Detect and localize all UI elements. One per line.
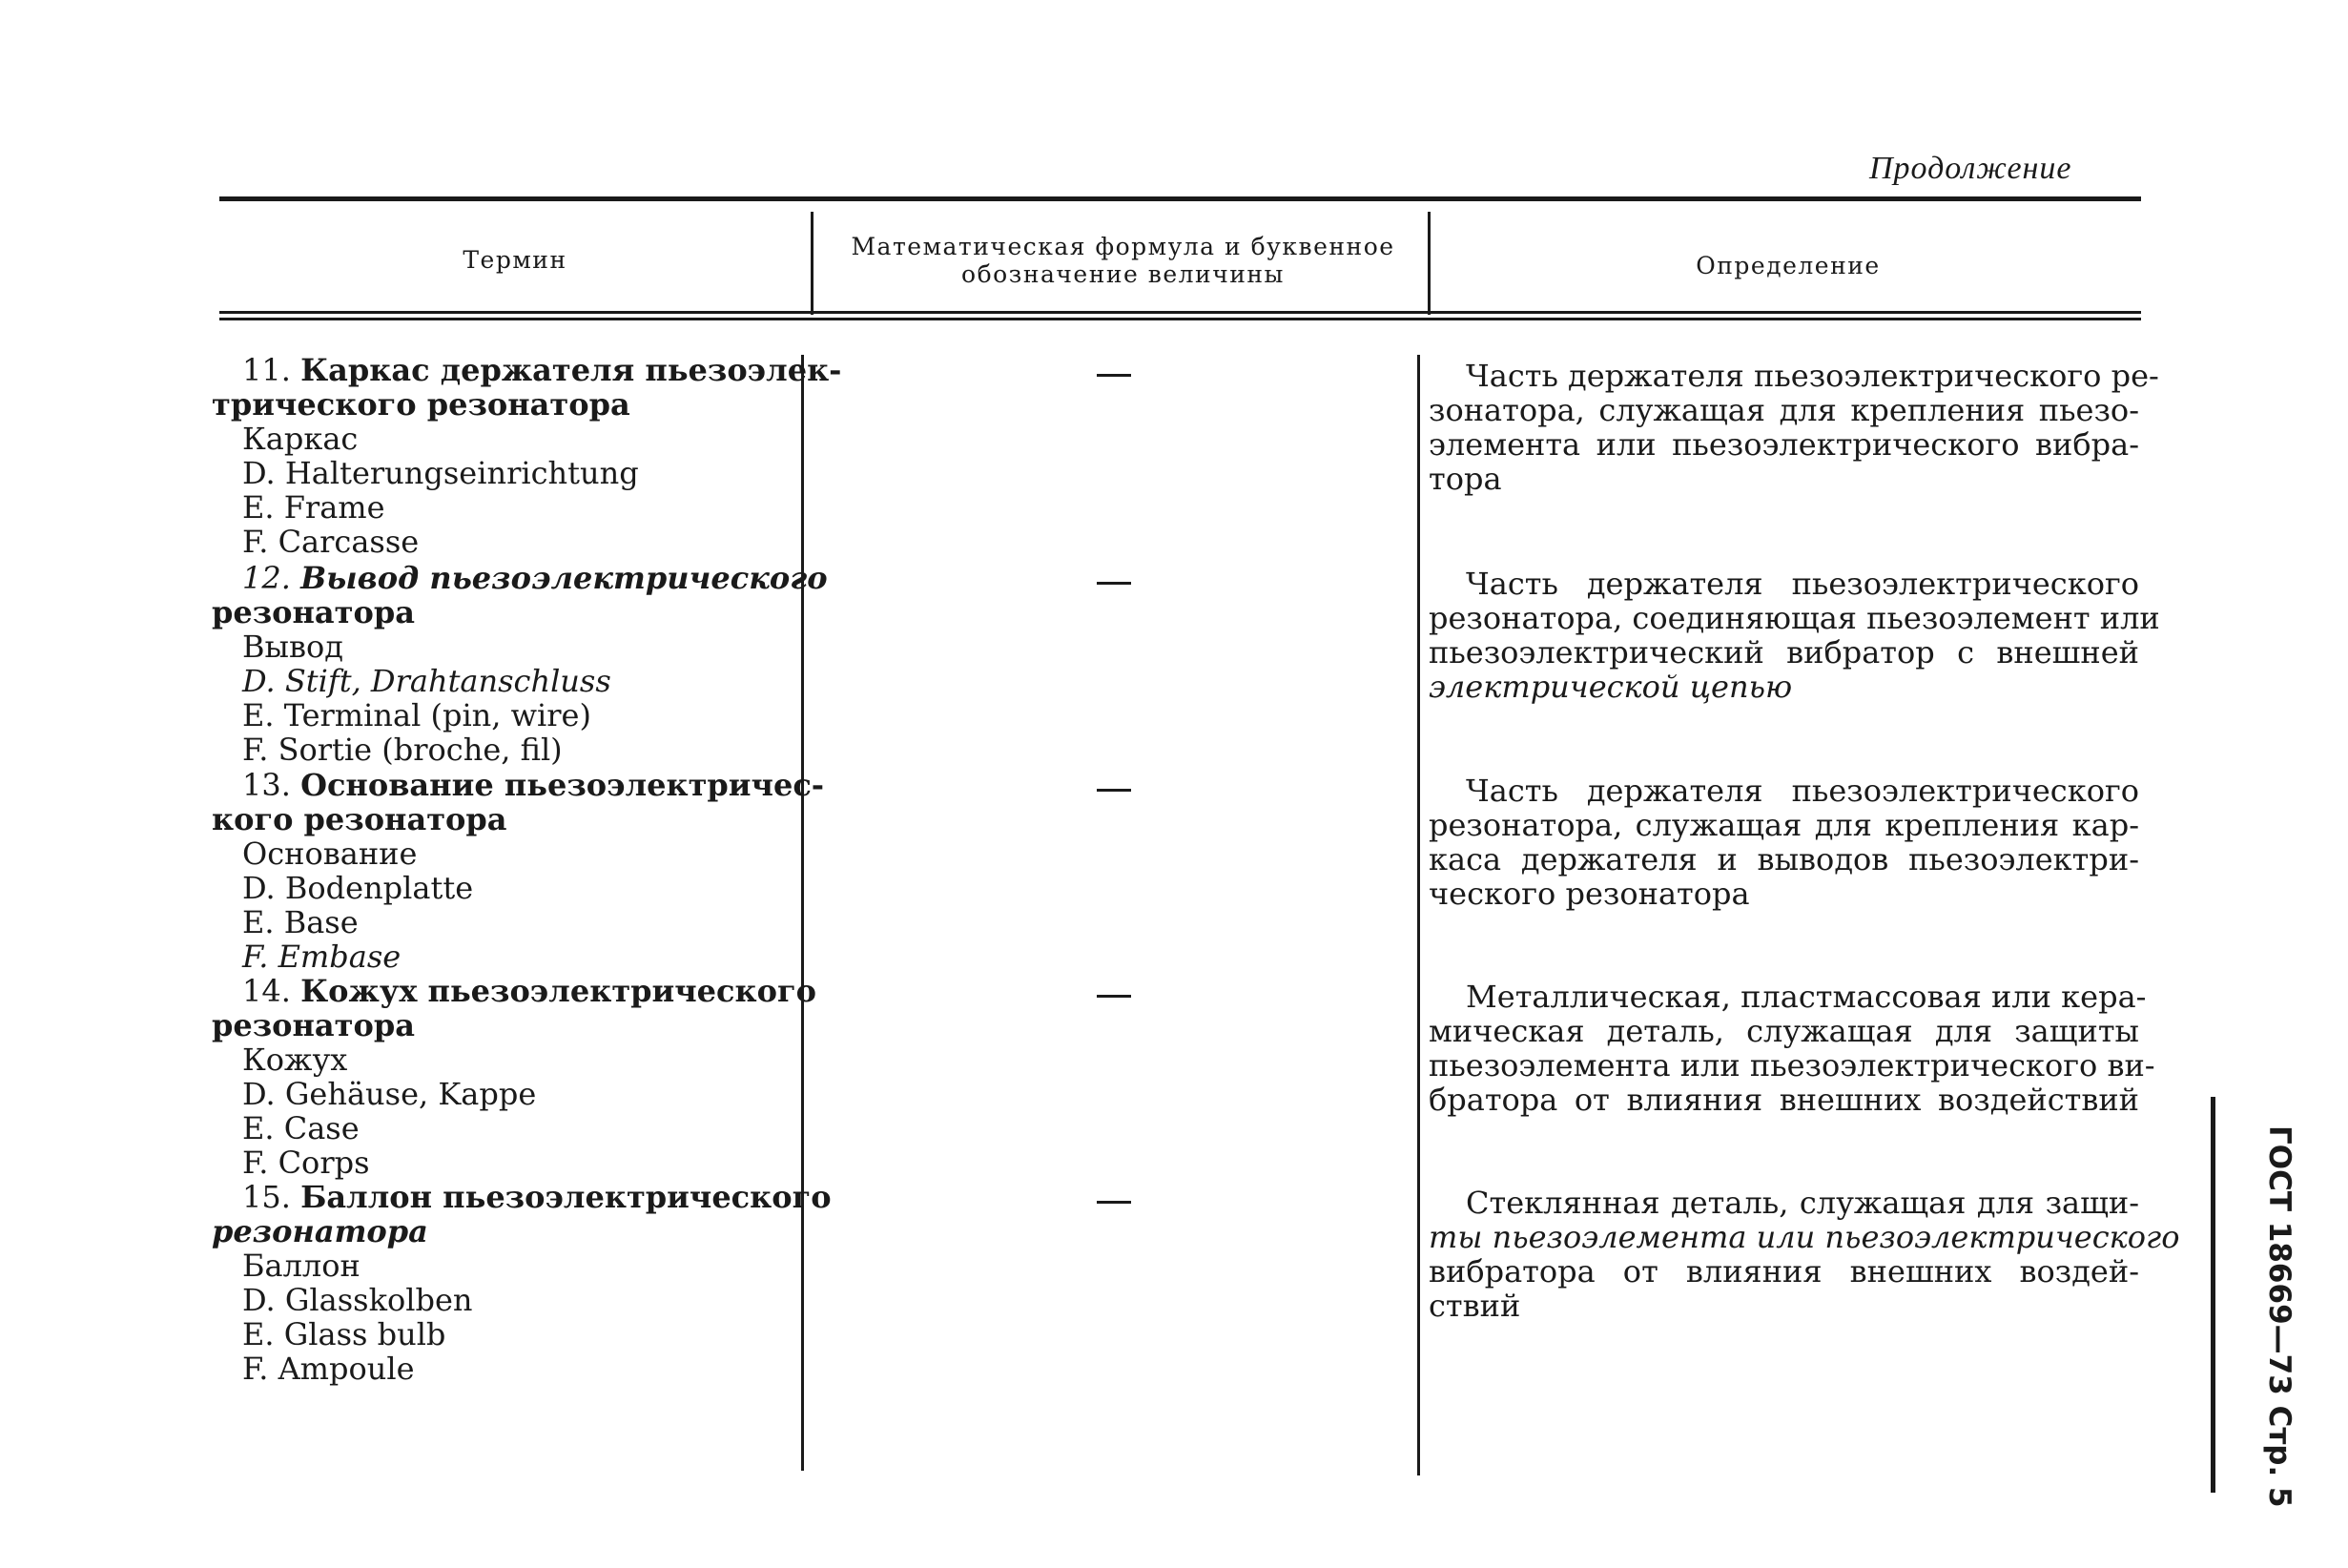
side-label-rule (2211, 1097, 2215, 1493)
term-title-line: резонатора (212, 1007, 415, 1043)
term-synonym-fr: F. Embase (242, 939, 402, 975)
column-divider-2-body (1417, 355, 1420, 1475)
term-synonym: Вывод (242, 629, 343, 665)
term-synonym-de: D. Bodenplatte (242, 870, 474, 906)
column-divider-2 (1428, 212, 1431, 315)
header-rule-2 (219, 318, 2141, 320)
definition-line: Часть держателя пьезоэлектрического ре- (1466, 358, 2159, 394)
definition-line: Часть держателя пьезоэлектрического (1466, 566, 2139, 602)
definition-line: ческого резонатора (1429, 876, 1750, 912)
header-formula (820, 233, 1426, 288)
term-synonym-de: D. Gehäuse, Kappe (242, 1076, 537, 1112)
term-title: Вывод пьезоэлектрического (300, 560, 828, 596)
formula-dash (1097, 1201, 1131, 1204)
definition-line: резонатора, служащая для крепления кар- (1429, 807, 2139, 843)
term-number: 14. (242, 973, 291, 1009)
term-title: Каркас держателя пьезоэлек- (300, 352, 842, 388)
column-divider-1-body (801, 355, 804, 1471)
definition-line: ствий (1429, 1288, 1521, 1324)
continued-label: Продолжение (1869, 151, 2072, 186)
formula-dash (1097, 374, 1131, 377)
definition-line: пьезоэлектрический вибратор с внешней (1429, 634, 2139, 671)
term-title-line (242, 352, 842, 388)
term-number: 13. (242, 767, 291, 803)
definition-line: вибратора от влияния внешних воздей- (1429, 1253, 2139, 1289)
term-title-line: резонатора (212, 594, 415, 630)
term-synonym-de: D. Halterungseinrichtung (242, 455, 639, 491)
term-title: Кожух пьезоэлектрического (300, 973, 816, 1009)
definition-line: Часть держателя пьезоэлектрического (1466, 773, 2139, 809)
definition-line: резонатора, соединяющая пьезоэлемент или (1429, 600, 2160, 636)
term-title-line (242, 767, 825, 803)
definition-line: каса держателя и выводов пьезоэлектри- (1429, 841, 2139, 877)
definition-line: Стеклянная деталь, служащая для защи- (1466, 1185, 2139, 1221)
formula-dash (1097, 789, 1131, 792)
header-rule-1 (219, 311, 2141, 314)
column-divider-1 (811, 212, 814, 315)
term-number: 15. (242, 1179, 291, 1215)
term-title-line: резонатора (212, 1213, 428, 1249)
term-title-line: трического резонатора (212, 386, 630, 423)
header-definition: Определение (1696, 252, 1881, 279)
header-formula-line-1: Математическая формула и буквенное (851, 233, 1395, 260)
term-synonym-en: E. Frame (242, 489, 385, 526)
definition-line: Металлическая, пластмассовая или кера- (1466, 979, 2147, 1015)
term-number: 11. (242, 352, 291, 388)
definition-line: зонатора, служащая для крепления пьезо- (1429, 392, 2139, 428)
definition-line: элемента или пьезоэлектрического вибра- (1429, 426, 2139, 463)
term-synonym: Каркас (242, 421, 359, 457)
term-synonym: Кожух (242, 1042, 348, 1078)
term-synonym-en: E. Glass bulb (242, 1316, 446, 1352)
definition-line: ты пьезоэлемента или пьезоэлектрического (1429, 1219, 2180, 1255)
term-title-line (242, 1179, 832, 1215)
top-rule (219, 196, 2141, 201)
term-synonym-fr: F. Sortie (broche, fil) (242, 732, 563, 768)
term-synonym-fr: F. Corps (242, 1145, 370, 1181)
term-title-line: кого резонатора (212, 801, 507, 837)
term-synonym-fr: F. Ampoule (242, 1351, 415, 1387)
side-page-label: ГОСТ 18669—73 Стр. 5 (2262, 1125, 2297, 1508)
definition-line: пьезоэлемента или пьезоэлектрического ви- (1429, 1047, 2155, 1083)
term-synonym-en: E. Terminal (pin, wire) (242, 697, 591, 733)
term-synonym: Основание (242, 836, 418, 872)
term-title-line (242, 560, 828, 596)
term-title: Баллон пьезоэлектрического (300, 1179, 832, 1215)
term-title-line (242, 973, 816, 1009)
formula-dash (1097, 582, 1131, 585)
term-title: Основание пьезоэлектричес- (300, 767, 825, 803)
formula-dash (1097, 995, 1131, 998)
header-formula-line-2: обозначение величины (961, 260, 1285, 288)
term-number: 12. (242, 560, 291, 596)
definition-line: электрической цепью (1429, 669, 1793, 705)
term-synonym-en: E. Base (242, 904, 359, 940)
term-synonym-fr: F. Carcasse (242, 524, 420, 560)
term-synonym-en: E. Case (242, 1110, 360, 1146)
term-synonym: Баллон (242, 1248, 360, 1284)
term-synonym-de: D. Stift, Drahtanschluss (242, 663, 611, 699)
header-term: Термин (463, 246, 567, 274)
definition-line: братора от влияния внешних воздействий (1429, 1082, 2139, 1118)
definition-line: мическая деталь, служащая для защиты (1429, 1013, 2139, 1049)
term-synonym-de: D. Glasskolben (242, 1282, 473, 1318)
definition-line: тора (1429, 461, 1502, 497)
